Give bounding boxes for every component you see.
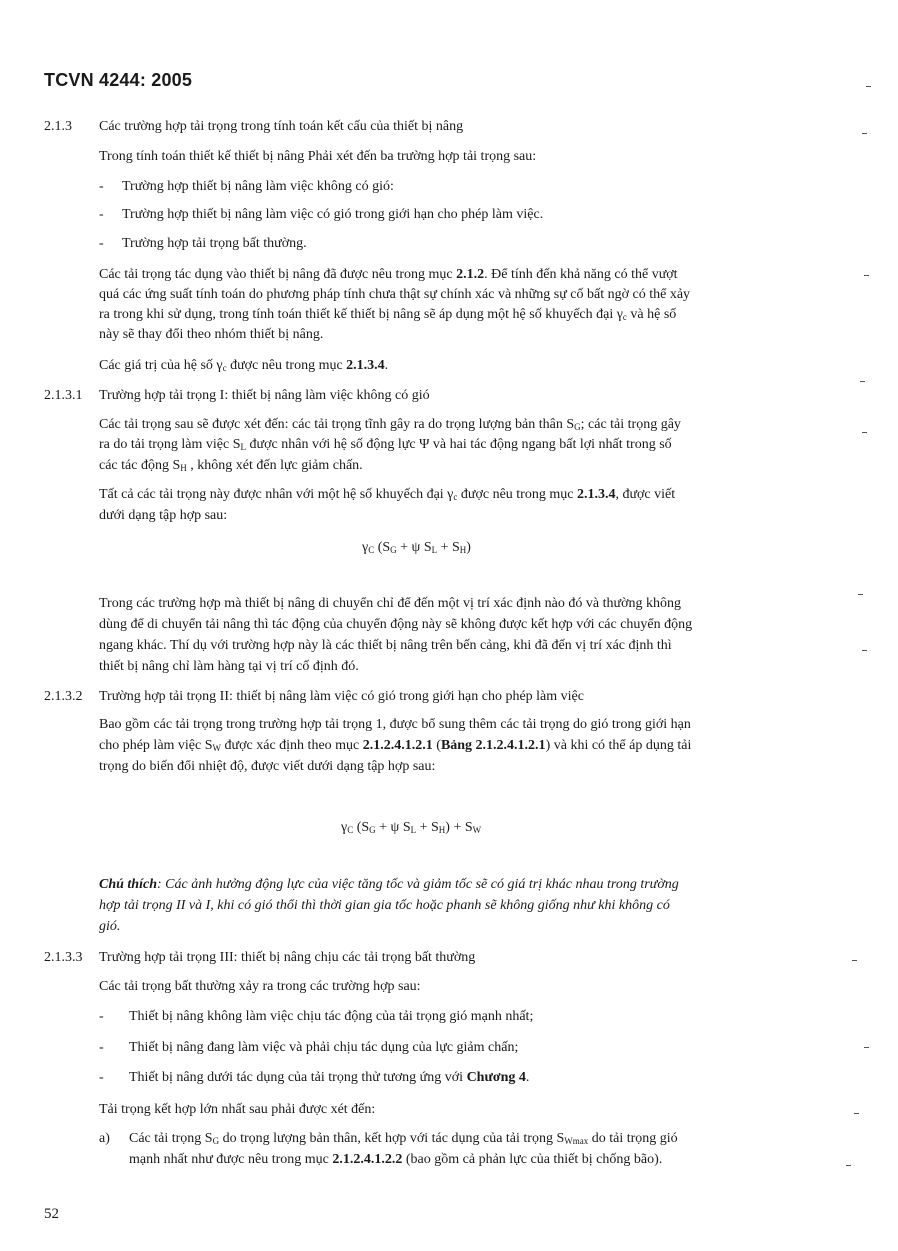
load-combination-formula-1: $\gamma_C$ ($S_G + \psi$ $S_L + S_H$) [362, 540, 471, 555]
section-title: Trường hợp tải trọng I: thiết bị nâng làm việc không có gió [99, 388, 430, 403]
paragraph-line: Các tải trọng bất thường xảy ra trong các trường hợp sau: [99, 979, 421, 994]
list-item: Thiết bị nâng đang làm việc và phải chịu tác dụng của lực giảm chấn; [129, 1040, 519, 1055]
paragraph-line: cho phép làm việc $S_W$ được xác định theo mục 2.1.2.4.1.2.1 (Bảng 2.1.2.4.1.2.1) và khi có thể áp dụng tải [99, 738, 692, 753]
list-item: Thiết bị nâng dưới tác dụng của tải trọng thử tương ứng với Chương 4. [129, 1070, 530, 1085]
paragraph-line: quá các ứng suất tính toán do phương pháp tính chưa thật sự chính xác và những sự cố bất ngờ có thể xảy [99, 287, 691, 302]
section-number: 2.1.3.3 [44, 950, 83, 965]
section-number: 2.1.3 [44, 119, 72, 134]
scan-speck [860, 381, 865, 382]
paragraph-line: này sẽ thay đổi theo nhóm thiết bị nâng. [99, 327, 324, 342]
paragraph-line: Trong các trường hợp mà thiết bị nâng di chuyển chỉ để đến một vị trí xác định nào đó và thường không [99, 596, 681, 611]
scan-speck [858, 594, 863, 595]
section-number: 2.1.3.2 [44, 689, 83, 704]
paragraph-line: Bao gồm các tải trọng trong trường hợp tải trọng 1, được bổ sung thêm các tải trọng do gió trong giới hạn [99, 717, 691, 732]
section-title: Trường hợp tải trọng III: thiết bị nâng chịu các tải trọng bất thường [99, 950, 476, 965]
scan-speck [862, 432, 867, 433]
paragraph-line: dùng để di chuyển tải nâng thì tác động của chuyển động này sẽ không được kết hợp với các chuyển động [99, 617, 693, 632]
section-title: Trường hợp tải trọng II: thiết bị nâng làm việc có gió trong giới hạn cho phép làm việc [99, 689, 584, 704]
scan-speck [864, 275, 869, 276]
paragraph-line: Tất cả các tải trọng này được nhân với một hệ số khuyếch đại $\gamma_c$ được nêu trong mục 2.1.3.4, được viết [99, 487, 676, 502]
paragraph-line: ngang khác. Thí dụ với trường hợp này là các thiết bị nâng trên bến cảng, khi đã đến vị trí xác định thì [99, 638, 672, 653]
bullet-dash: - [99, 1009, 104, 1024]
bullet-dash: - [99, 207, 104, 222]
list-item: Thiết bị nâng không làm việc chịu tác động của tải trọng gió mạnh nhất; [129, 1009, 534, 1024]
bullet-dash: - [99, 236, 104, 251]
paragraph-line: Các giá trị của hệ số $\gamma_c$ được nêu trong mục 2.1.3.4. [99, 358, 389, 373]
paragraph-line: ra do tải trọng làm việc $S_L$ được nhân với hệ số động lực Ψ và hai tác động ngang bất lợi nhất trong số [99, 437, 672, 452]
scan-speck [846, 1165, 851, 1166]
note-line: hợp tải trọng II và I, khi có gió thổi thì thời gian gia tốc hoặc phanh sẽ không giống như khi không có [99, 898, 670, 913]
section-number: 2.1.3.1 [44, 388, 83, 403]
list-item: Các tải trọng $S_G$ do trọng lượng bản thân, kết hợp với tác dụng của tải trọng $S_{Wmax}$ do tải trọng gió [129, 1131, 678, 1146]
paragraph-line: Các tải trọng sau sẽ được xét đến: các tải trọng tĩnh gây ra do trọng lượng bản thân $S_G$; các tải trọng gây [99, 417, 681, 432]
list-item: Trường hợp thiết bị nâng làm việc không có gió: [122, 179, 394, 194]
paragraph-line: Tải trọng kết hợp lớn nhất sau phải được xét đến: [99, 1102, 376, 1117]
list-marker: a) [99, 1131, 110, 1146]
bullet-dash: - [99, 179, 104, 194]
scan-speck [852, 960, 857, 961]
paragraph-line: Các tải trọng tác dụng vào thiết bị nâng đã được nêu trong mục 2.1.2. Để tính đến khả năng có thể vượt [99, 267, 678, 282]
scan-speck [862, 133, 867, 134]
note-line: gió. [99, 919, 121, 934]
list-item-continuation: mạnh nhất như được nêu trong mục 2.1.2.4.1.2.2 (bao gồm cả phản lực của thiết bị chống bão). [129, 1152, 663, 1167]
paragraph-line: ra trong khi sử dụng, trong tính toán thiết kế thiết bị nâng sẽ áp dụng một hệ số khuyếch đại $\gamma_c$ và hệ số [99, 307, 677, 322]
scan-speck [864, 1047, 869, 1048]
standard-code-header: TCVN 4244: 2005 [44, 70, 193, 90]
page-number: 52 [44, 1206, 59, 1222]
paragraph-line: thiết bị nâng chỉ làm hàng tại vị trí cố định đó. [99, 659, 359, 674]
bullet-dash: - [99, 1070, 104, 1085]
paragraph-line: Trong tính toán thiết kế thiết bị nâng Phải xét đến ba trường hợp tải trọng sau: [99, 149, 537, 164]
section-title: Các trường hợp tải trọng trong tính toán kết cấu của thiết bị nâng [99, 119, 464, 134]
paragraph-line: các tác động $S_H$ , không xét đến lực giảm chấn. [99, 458, 363, 473]
note-line: Chú thích: Các ảnh hưởng động lực của việc tăng tốc và giảm tốc sẽ có giá trị khác nhau trong trường [99, 877, 679, 892]
paragraph-line: dưới dạng tập hợp sau: [99, 508, 228, 523]
list-item: Trường hợp thiết bị nâng làm việc có gió trong giới hạn cho phép làm việc. [122, 207, 544, 222]
load-combination-formula-2: $\gamma_C$ ($S_G + \psi$ $S_L + S_H) + S_W$ [341, 820, 482, 835]
scan-speck [854, 1113, 859, 1114]
bullet-dash: - [99, 1040, 104, 1055]
scan-speck [866, 86, 871, 87]
paragraph-line: trọng do biến đổi nhiệt độ, được viết dưới dạng tập hợp sau: [99, 759, 436, 774]
scan-speck [862, 650, 867, 651]
list-item: Trường hợp tải trọng bất thường. [122, 236, 307, 251]
